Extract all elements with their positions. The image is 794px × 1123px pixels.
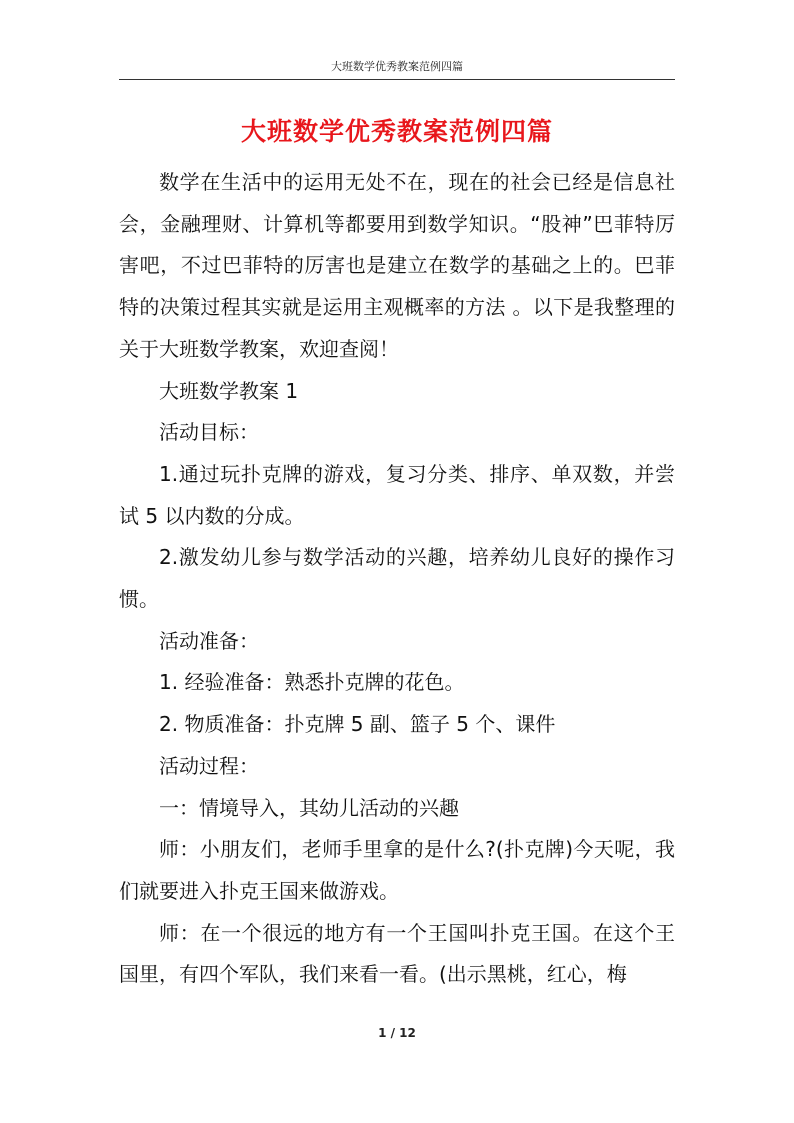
process-heading: 活动过程：	[159, 753, 259, 778]
intro-paragraph: 数学在生活中的运用无处不在，现在的社会已经是信息社会，金融理财、计算机等都要用到数学知识。“股神”巴菲特厉害吧，不过巴菲特的厉害也是建立在数学的基础之上的。巴菲特的决策过程其实就是运用主观概率的方法 。以下是我整理的关于大班数学教案，欢迎查阅！	[119, 170, 675, 361]
document-body	[119, 162, 675, 996]
preparation-heading: 活动准备：	[159, 628, 259, 653]
document-title: 大班数学优秀教案范例四篇	[240, 117, 553, 146]
process-step: 一：情境导入，其幼儿活动的兴趣	[159, 795, 459, 820]
page-number: 1 / 12	[378, 1026, 416, 1040]
section-heading: 大班数学教案 1	[159, 378, 299, 403]
objective-item: 1.通过玩扑克牌的游戏，复习分类、排序、单双数，并尝试 5 以内数的分成。	[119, 461, 675, 528]
dialogue-paragraph: 师：在一个很远的地方有一个王国叫扑克王国。在这个王国里，有四个军队，我们来看一看。(出示黑桃，红心，梅	[119, 920, 675, 987]
preparation-item: 2. 物质准备：扑克牌 5 副、篮子 5 个、课件	[159, 712, 556, 737]
objective-item: 2.激发幼儿参与数学活动的兴趣，培养幼儿良好的操作习惯。	[119, 545, 675, 612]
dialogue-paragraph: 师：小朋友们，老师手里拿的是什么?(扑克牌)今天呢，我们就要进入扑克王国来做游戏。	[119, 837, 675, 903]
running-header: 大班数学优秀教案范例四篇	[331, 60, 463, 73]
preparation-item: 1. 经验准备：熟悉扑克牌的花色。	[159, 670, 465, 695]
header-divider	[119, 79, 675, 80]
objectives-heading: 活动目标：	[159, 420, 259, 445]
